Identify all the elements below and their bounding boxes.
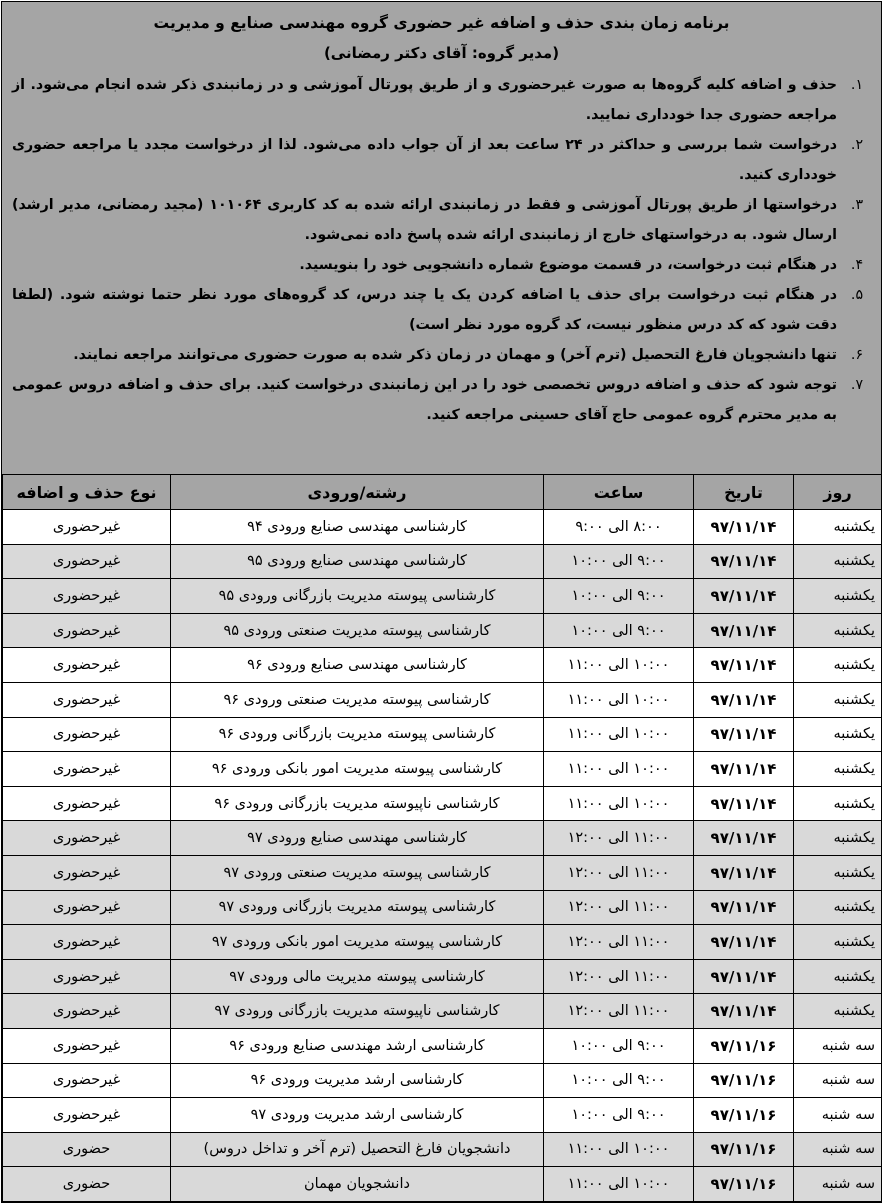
cell-time: ۱۰:۰۰ الی ۱۱:۰۰: [544, 648, 694, 683]
cell-time: ۱۰:۰۰ الی ۱۱:۰۰: [544, 717, 694, 752]
column-header-time: ساعت: [544, 475, 694, 510]
rule-item: [12, 280, 871, 340]
cell-time: ۱۱:۰۰ الی ۱۲:۰۰: [544, 925, 694, 960]
cell-day: یکشنبه: [794, 648, 882, 683]
cell-time: ۱۱:۰۰ الی ۱۲:۰۰: [544, 890, 694, 925]
cell-time: ۸:۰۰ الی ۹:۰۰: [544, 510, 694, 545]
table-row: [3, 1028, 882, 1063]
table-row: [3, 855, 882, 890]
cell-day: سه شنبه: [794, 1098, 882, 1133]
cell-day: یکشنبه: [794, 994, 882, 1029]
cell-type: غیرحضوری: [3, 717, 171, 752]
rule-text: در هنگام ثبت درخواست برای حذف یا اضافه کردن یک یا چند درس، کد گروه‌های مورد نظر حتما نوشته شود. (لطفا دقت شود که کد درس منظور نیست، کد گروه مورد نظر است): [12, 287, 837, 333]
table-row: [3, 994, 882, 1029]
cell-day: سه شنبه: [794, 1167, 882, 1202]
table-row: [3, 613, 882, 648]
cell-type: غیرحضوری: [3, 613, 171, 648]
cell-time: ۹:۰۰ الی ۱۰:۰۰: [544, 1063, 694, 1098]
cell-type: غیرحضوری: [3, 890, 171, 925]
schedule-table: [2, 474, 882, 1202]
cell-date: ۹۷/۱۱/۱۴: [694, 717, 794, 752]
cell-field: کارشناسی پیوسته مدیریت امور بانکی ورودی ۹۶: [171, 752, 544, 787]
rule-text: توجه شود که حذف و اضافه دروس تخصصی خود را در این زمانبندی درخواست کنید. برای حذف و اضافه دروس عمومی به مدیر محترم گروه عمومی حاج آقای حسینی مراجعه کنید.: [12, 377, 837, 423]
rule-item: [12, 250, 871, 280]
cell-day: یکشنبه: [794, 925, 882, 960]
schedule-sheet: [1, 1, 882, 1203]
cell-type: غیرحضوری: [3, 994, 171, 1029]
cell-type: غیرحضوری: [3, 752, 171, 787]
table-header-row: [3, 475, 882, 510]
notice-header: [2, 2, 881, 474]
cell-date: ۹۷/۱۱/۱۴: [694, 821, 794, 856]
cell-date: ۹۷/۱۱/۱۴: [694, 994, 794, 1029]
cell-type: غیرحضوری: [3, 544, 171, 579]
cell-type: غیرحضوری: [3, 1063, 171, 1098]
cell-type: حضوری: [3, 1167, 171, 1202]
rule-number: ۲.: [850, 137, 864, 153]
column-header-type: نوع حذف و اضافه: [3, 475, 171, 510]
cell-field: کارشناسی مهندسی صنایع ورودی ۹۷: [171, 821, 544, 856]
cell-time: ۹:۰۰ الی ۱۰:۰۰: [544, 613, 694, 648]
cell-day: یکشنبه: [794, 855, 882, 890]
rule-item: [12, 340, 871, 370]
cell-date: ۹۷/۱۱/۱۶: [694, 1028, 794, 1063]
cell-date: ۹۷/۱۱/۱۴: [694, 544, 794, 579]
table-row: [3, 1167, 882, 1202]
cell-day: سه شنبه: [794, 1028, 882, 1063]
cell-field: کارشناسی پیوسته مدیریت امور بانکی ورودی ۹۷: [171, 925, 544, 960]
cell-day: سه شنبه: [794, 1132, 882, 1167]
cell-day: یکشنبه: [794, 717, 882, 752]
cell-date: ۹۷/۱۱/۱۴: [694, 959, 794, 994]
column-header-day: روز: [794, 475, 882, 510]
table-row: [3, 648, 882, 683]
rule-text: درخواست شما بررسی و حداکثر در ۲۴ ساعت بعد از آن جواب داده می‌شود. لذا از درخواست مجدد یا مراجعه حضوری خودداری کنید.: [12, 137, 838, 183]
cell-day: یکشنبه: [794, 959, 882, 994]
cell-field: کارشناسی مهندسی صنایع ورودی ۹۶: [171, 648, 544, 683]
cell-date: ۹۷/۱۱/۱۶: [694, 1098, 794, 1133]
cell-date: ۹۷/۱۱/۱۴: [694, 648, 794, 683]
cell-field: دانشجویان فارغ التحصیل (ترم آخر و تداخل دروس): [171, 1132, 544, 1167]
rule-number: ۷.: [850, 377, 864, 393]
cell-type: غیرحضوری: [3, 510, 171, 545]
cell-field: کارشناسی مهندسی صنایع ورودی ۹۵: [171, 544, 544, 579]
table-row: [3, 821, 882, 856]
table-row: [3, 1063, 882, 1098]
cell-time: ۱۰:۰۰ الی ۱۱:۰۰: [544, 752, 694, 787]
rule-item: [12, 190, 871, 250]
cell-type: حضوری: [3, 1132, 171, 1167]
cell-date: ۹۷/۱۱/۱۴: [694, 682, 794, 717]
cell-day: یکشنبه: [794, 544, 882, 579]
cell-date: ۹۷/۱۱/۱۴: [694, 613, 794, 648]
rule-item: [12, 130, 871, 190]
cell-day: یکشنبه: [794, 890, 882, 925]
table-row: [3, 579, 882, 614]
cell-field: کارشناسی پیوسته مدیریت صنعتی ورودی ۹۵: [171, 613, 544, 648]
cell-day: یکشنبه: [794, 510, 882, 545]
cell-time: ۱۰:۰۰ الی ۱۱:۰۰: [544, 682, 694, 717]
cell-type: غیرحضوری: [3, 579, 171, 614]
cell-date: ۹۷/۱۱/۱۴: [694, 925, 794, 960]
cell-type: غیرحضوری: [3, 855, 171, 890]
cell-date: ۹۷/۱۱/۱۶: [694, 1167, 794, 1202]
cell-type: غیرحضوری: [3, 959, 171, 994]
rule-item: [12, 370, 871, 430]
cell-date: ۹۷/۱۱/۱۴: [694, 752, 794, 787]
cell-type: غیرحضوری: [3, 786, 171, 821]
cell-date: ۹۷/۱۱/۱۴: [694, 890, 794, 925]
rule-item: [12, 70, 871, 130]
cell-field: کارشناسی ناپیوسته مدیریت بازرگانی ورودی ۹۶: [171, 786, 544, 821]
table-row: [3, 717, 882, 752]
cell-field: کارشناسی پیوسته مدیریت بازرگانی ورودی ۹۷: [171, 890, 544, 925]
rule-number: ۵.: [850, 287, 864, 303]
cell-field: کارشناسی ارشد مدیریت ورودی ۹۷: [171, 1098, 544, 1133]
table-row: [3, 890, 882, 925]
column-header-date: تاریخ: [694, 475, 794, 510]
cell-time: ۱۱:۰۰ الی ۱۲:۰۰: [544, 855, 694, 890]
cell-time: ۱۱:۰۰ الی ۱۲:۰۰: [544, 959, 694, 994]
cell-field: کارشناسی مهندسی صنایع ورودی ۹۴: [171, 510, 544, 545]
cell-type: غیرحضوری: [3, 821, 171, 856]
column-header-field: رشته/ورودی: [171, 475, 544, 510]
cell-type: غیرحضوری: [3, 682, 171, 717]
cell-date: ۹۷/۱۱/۱۴: [694, 786, 794, 821]
cell-date: ۹۷/۱۱/۱۶: [694, 1132, 794, 1167]
cell-time: ۹:۰۰ الی ۱۰:۰۰: [544, 1098, 694, 1133]
cell-time: ۱۱:۰۰ الی ۱۲:۰۰: [544, 994, 694, 1029]
cell-field: کارشناسی پیوسته مدیریت بازرگانی ورودی ۹۶: [171, 717, 544, 752]
cell-type: غیرحضوری: [3, 925, 171, 960]
cell-day: یکشنبه: [794, 579, 882, 614]
cell-field: کارشناسی ناپیوسته مدیریت بازرگانی ورودی ۹۷: [171, 994, 544, 1029]
cell-day: یکشنبه: [794, 682, 882, 717]
rule-text: تنها دانشجویان فارغ التحصیل (ترم آخر) و مهمان در زمان ذکر شده به صورت حضوری می‌توانند مراجعه نمایند.: [73, 347, 837, 363]
rule-number: ۶.: [850, 347, 864, 363]
rule-number: ۳.: [850, 197, 864, 213]
table-row: [3, 959, 882, 994]
cell-field: کارشناسی پیوسته مدیریت بازرگانی ورودی ۹۵: [171, 579, 544, 614]
cell-time: ۱۰:۰۰ الی ۱۱:۰۰: [544, 1167, 694, 1202]
cell-field: کارشناسی ارشد مهندسی صنایع ورودی ۹۶: [171, 1028, 544, 1063]
table-row: [3, 1098, 882, 1133]
cell-field: کارشناسی ارشد مدیریت ورودی ۹۶: [171, 1063, 544, 1098]
cell-date: ۹۷/۱۱/۱۴: [694, 510, 794, 545]
cell-date: ۹۷/۱۱/۱۶: [694, 1063, 794, 1098]
cell-time: ۹:۰۰ الی ۱۰:۰۰: [544, 1028, 694, 1063]
table-row: [3, 925, 882, 960]
table-row: [3, 682, 882, 717]
cell-day: یکشنبه: [794, 613, 882, 648]
table-row: [3, 752, 882, 787]
rule-text: در هنگام ثبت درخواست، در قسمت موضوع شماره دانشجویی خود را بنویسید.: [299, 257, 837, 273]
page-subtitle: (مدیر گروه: آقای دکتر رمضانی): [323, 44, 560, 62]
cell-type: غیرحضوری: [3, 1098, 171, 1133]
cell-time: ۱۰:۰۰ الی ۱۱:۰۰: [544, 786, 694, 821]
cell-date: ۹۷/۱۱/۱۴: [694, 855, 794, 890]
cell-day: یکشنبه: [794, 786, 882, 821]
rule-number: ۴.: [850, 257, 864, 273]
cell-time: ۱۰:۰۰ الی ۱۱:۰۰: [544, 1132, 694, 1167]
cell-field: دانشجویان مهمان: [171, 1167, 544, 1202]
table-row: [3, 1132, 882, 1167]
cell-day: سه شنبه: [794, 1063, 882, 1098]
rule-number: ۱.: [850, 77, 864, 93]
table-row: [3, 510, 882, 545]
cell-day: یکشنبه: [794, 821, 882, 856]
cell-day: یکشنبه: [794, 752, 882, 787]
table-row: [3, 544, 882, 579]
cell-field: کارشناسی پیوسته مدیریت مالی ورودی ۹۷: [171, 959, 544, 994]
cell-date: ۹۷/۱۱/۱۴: [694, 579, 794, 614]
cell-time: ۹:۰۰ الی ۱۰:۰۰: [544, 544, 694, 579]
cell-field: کارشناسی پیوسته مدیریت صنعتی ورودی ۹۶: [171, 682, 544, 717]
rule-text: درخواستها از طریق پورتال آموزشی و فقط در زمانبندی ارائه شده به کد کاربری ۱۰۱۰۶۴ (مجید رمضانی، مدیر ارشد) ارسال شود. به درخواستهای خارج از زمانبندی ارائه شده پاسخ داده نمی‌شود.: [12, 197, 837, 243]
cell-time: ۱۱:۰۰ الی ۱۲:۰۰: [544, 821, 694, 856]
table-row: [3, 786, 882, 821]
rule-text: حذف و اضافه کلیه گروه‌ها به صورت غیرحضوری و از طریق پورتال آموزشی و در زمانبندی ذکر شده انجام می‌شود. از مراجعه حضوری جدا خودداری نمایید.: [12, 77, 837, 123]
rules-list: [12, 70, 871, 430]
page-title: برنامه زمان بندی حذف و اضافه غیر حضوری گروه مهندسی صنایع و مدیریت: [153, 14, 730, 32]
cell-field: کارشناسی پیوسته مدیریت صنعتی ورودی ۹۷: [171, 855, 544, 890]
cell-type: غیرحضوری: [3, 1028, 171, 1063]
cell-type: غیرحضوری: [3, 648, 171, 683]
cell-time: ۹:۰۰ الی ۱۰:۰۰: [544, 579, 694, 614]
